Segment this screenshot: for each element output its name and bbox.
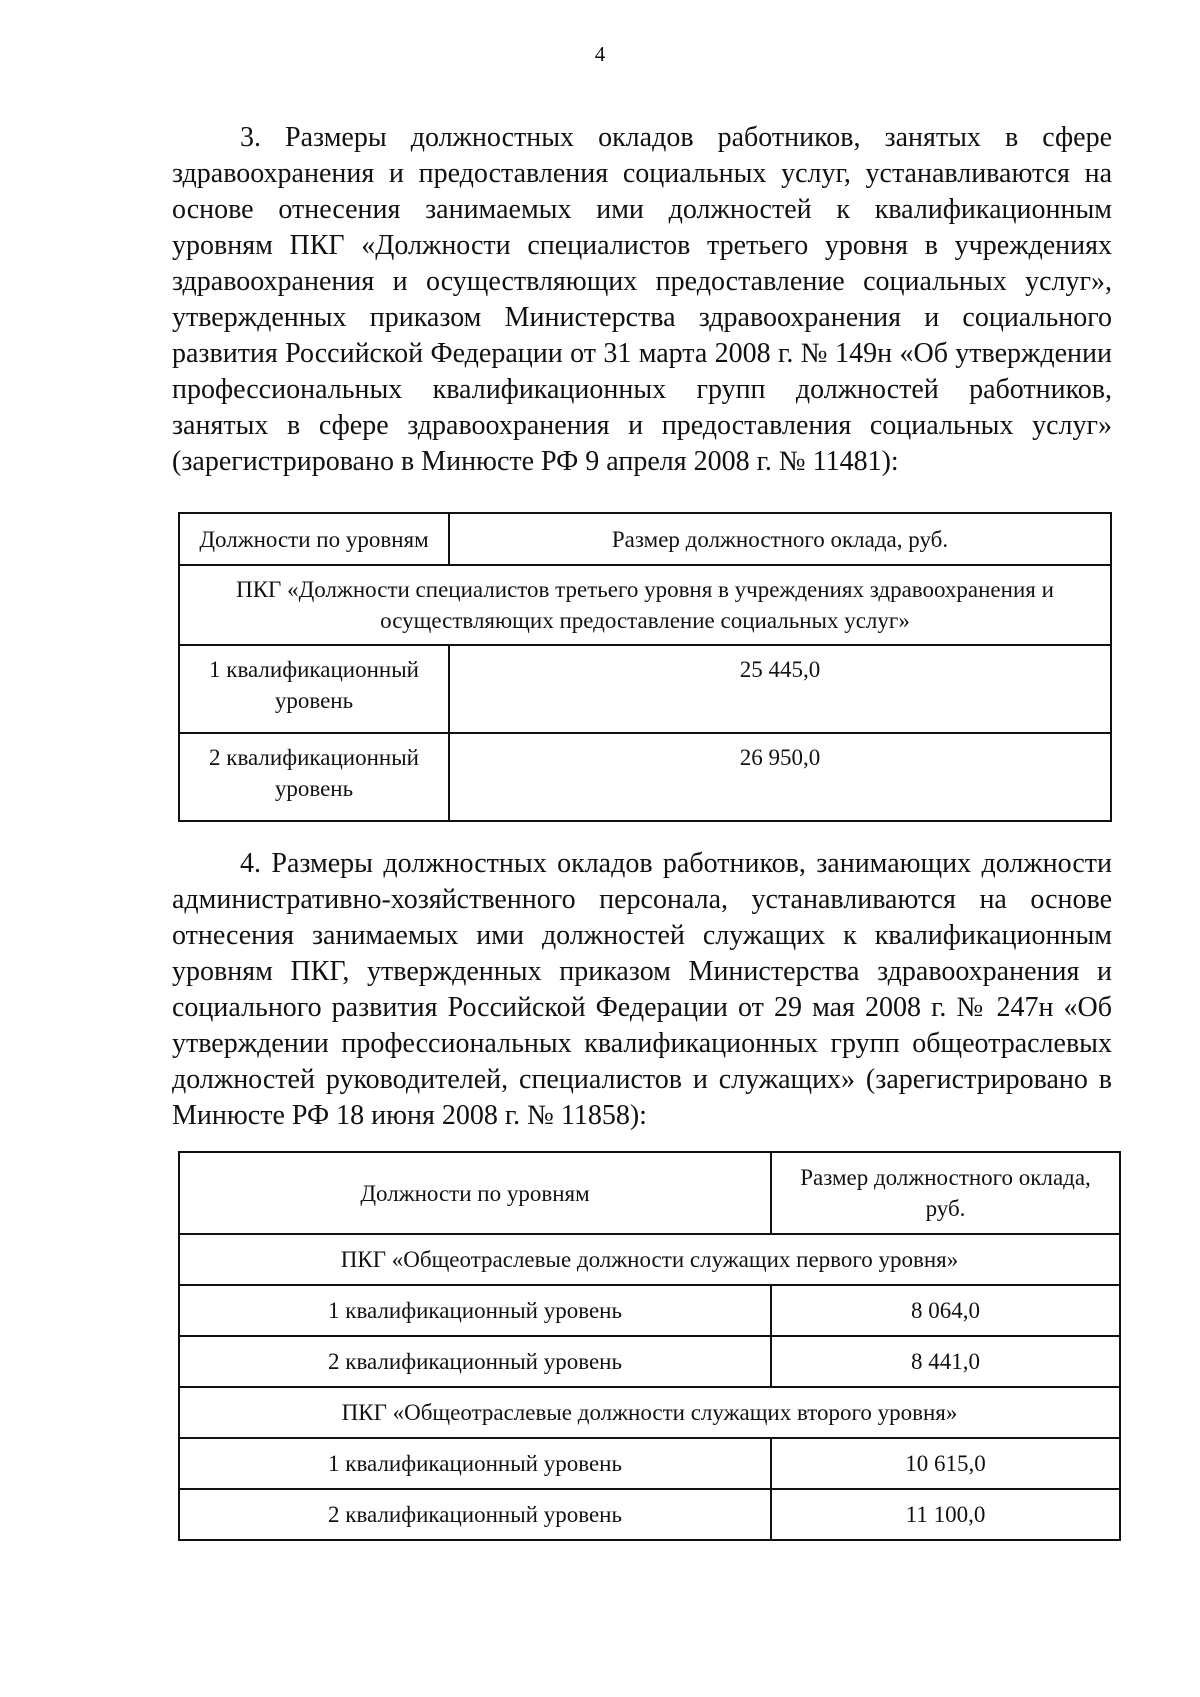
table-row [179, 1336, 1120, 1387]
header-salary: Размер должностного оклада, руб. [449, 513, 1111, 565]
group-row [179, 1234, 1120, 1285]
table-row [179, 1438, 1120, 1489]
header-positions: Должности по уровням [179, 1152, 771, 1234]
level-cell: 2 квалификационный уровень [179, 1336, 771, 1387]
level-cell: 1 квалификационный уровень [179, 1438, 771, 1489]
group-title: ПКГ «Общеотраслевые должности служащих первого уровня» [179, 1234, 1120, 1285]
salary-cell: 26 950,0 [449, 733, 1111, 821]
salary-cell: 8 441,0 [771, 1336, 1120, 1387]
table-row [179, 645, 1111, 733]
table-header-row [179, 1152, 1120, 1234]
level-cell: 1 квалификационный уровень [179, 645, 449, 733]
level-cell: 2 квалификационный уровень [179, 733, 449, 821]
level-cell: 1 квалификационный уровень [179, 1285, 771, 1336]
group-title: ПКГ «Общеотраслевые должности служащих второго уровня» [179, 1387, 1120, 1438]
group-row [179, 565, 1111, 645]
salary-cell: 11 100,0 [771, 1489, 1120, 1540]
table-row [179, 1489, 1120, 1540]
page-number: 4 [594, 42, 606, 66]
table-row [179, 1285, 1120, 1336]
table-header-row [179, 513, 1111, 565]
header-positions: Должности по уровням [179, 513, 449, 565]
section-3-paragraph: 3. Размеры должностных окладов работников, занятых в сфере здравоохранения и предоставления социальных услуг, устанавливаются на основе отнесения занимаемых ими должностей к квалификационным уровням ПКГ «Должности специалистов третьего уровня в учреждениях здравоохранения и осуществляющих предоставление социальных услуг», утвержденных приказом Министерства здравоохранения и социального развития Российской Федерации от 31 марта 2008 г. № 149н «Об утверждении профессиональных квалификационных групп должностей работников, занятых в сфере здравоохранения и предоставления социальных услуг» (зарегистрировано в Минюсте РФ 9 апреля 2008 г. № 11481): [172, 122, 1112, 477]
salary-table-administrative [178, 1151, 1121, 1541]
group-row [179, 1387, 1120, 1438]
header-salary: Размер должностного оклада, руб. [771, 1152, 1120, 1234]
salary-cell: 8 064,0 [771, 1285, 1120, 1336]
group-title: ПКГ «Должности специалистов третьего уровня в учреждениях здравоохранения и осуществляющих предоставление социальных услуг» [179, 565, 1111, 645]
salary-table-healthcare [178, 512, 1112, 822]
section-4-paragraph: 4. Размеры должностных окладов работников, занимающих должности административно-хозяйственного персонала, устанавливаются на основе отнесения занимаемых ими должностей служащих к квалификационным уровням ПКГ, утвержденных приказом Министерства здравоохранения и социального развития Российской Федерации от 29 мая 2008 г. № 247н «Об утверждении профессиональных квалификационных групп общеотраслевых должностей руководителей, специалистов и служащих» (зарегистрировано в Минюсте РФ 18 июня 2008 г. № 11858): [172, 848, 1112, 1131]
level-cell: 2 квалификационный уровень [179, 1489, 771, 1540]
salary-cell: 10 615,0 [771, 1438, 1120, 1489]
table-row [179, 733, 1111, 821]
salary-cell: 25 445,0 [449, 645, 1111, 733]
